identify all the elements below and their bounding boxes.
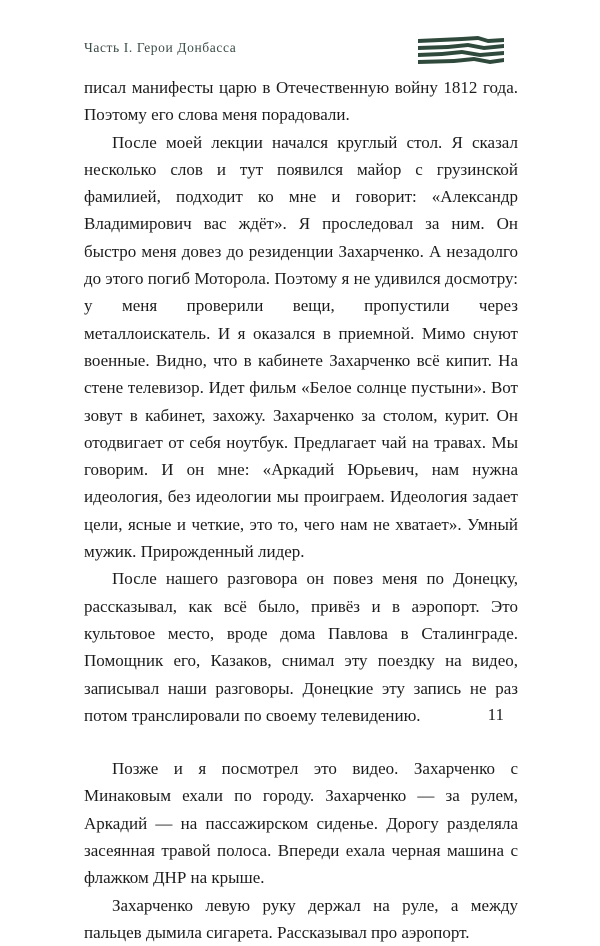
- page-body: [84, 74, 518, 946]
- paragraph: Захарченко левую руку держал на руле, а между пальцев дымила сигарета. Рассказывал про аэропорт.: [84, 895, 518, 942]
- st-george-ribbon-icon: [418, 36, 504, 64]
- page-number: 11: [487, 705, 504, 724]
- running-header: Часть I. Герои Донбасса: [84, 40, 237, 55]
- paragraph: После моей лекции начался круглый стол. Я сказал несколько слов и тут появился майор с грузинской фамилией, подходит ко мне и говорит: «Александр Владимирович вас ждёт». Я проследовал за ним. Он быстро меня довез до резиденции Захарченко. А незадолго до этого погиб Моторола. Поэтому я не удивился досмотру: у меня проверили вещи, пропустили через металлоискатель. И я оказался в приемной. Мимо снуют военные. Видно, что в кабинете Захарченко всё кипит. На стене телевизор. Идет фильм «Белое солнце пустыни». Вот зовут в кабинет, захожу. Захарченко за столом, курит. Он отодвигает от себя ноутбук. Предлагает чай на травах. Мы говорим. И он мне: «Аркадий Юрьевич, нам нужна идеология, без идеологии мы проиграем. Идеология задает цели, ясные и четкие, это то, чего нам не хватает». Умный мужик. Прирожденный лидер.: [84, 132, 518, 562]
- paragraph: После нашего разговора он повез меня по Донецку, рассказывал, как всё было, привёз и в аэропорт. Это культовое место, вроде дома Павлова в Сталинграде. Помощник его, Казаков, снимал эту поездку на видео, записывал наши разговоры. Донецкие эту запись не раз потом транслировали по своему телевидению.: [84, 569, 518, 725]
- section-break: [84, 729, 518, 755]
- paragraph: писал манифесты царю в Отечественную войну 1812 года. Поэтому его слова меня порадовали.: [84, 78, 518, 125]
- paragraph: Позже и я посмотрел это видео. Захарченко с Минаковым ехали по городу. Захарченко — за рулем, Аркадий — на пассажирском сиденье. Дорогу разделяла засеянная травой полоса. Впереди ехала черная машина с флажком ДНР на крыше.: [84, 759, 518, 888]
